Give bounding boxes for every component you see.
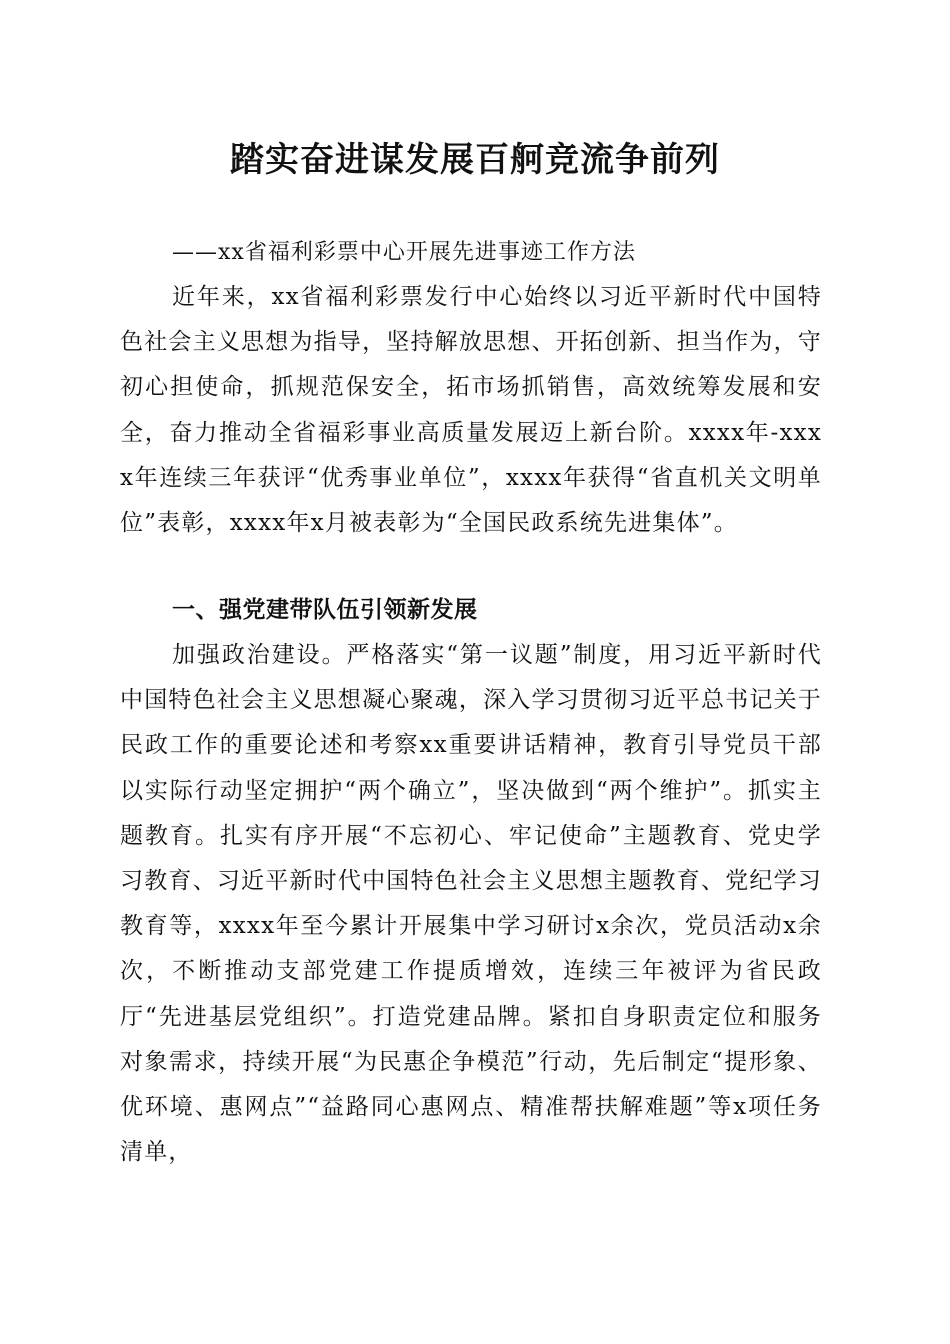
section-heading-1: 一、强党建带队伍引领新发展 (172, 597, 478, 623)
section-1-paragraph: 加强政治建设。严格落实“第一议题”制度，用习近平新时代中国特色社会主义思想凝心聚魂，深入学习贯彻习近平总书记关于民政工作的重要论述和考察xx重要讲话精神，教育引导党员干部以实际行动坚定拥护“两个确立”，坚决做到“两个维护”。抓实主题教育。扎实有序开展“不忘初心、牢记使命”主题教育、党史学习教育、习近平新时代中国特色社会主义思想主题教育、党纪学习教育等，xxxx年至今累计开展集中学习研讨x余次，党员活动x余次，不断推动支部党建工作提质增效，连续三年被评为省民政厅“先进基层党组织”。打造党建品牌。紧扣自身职责定位和服务对象需求，持续开展“为民惠企争模范”行动，先后制定“提形象、优环境、惠网点”“益路同心惠网点、精准帮扶解难题”等x项任务清单， (120, 642, 822, 1166)
document-subtitle: ——xx省福利彩票中心开展先进事迹工作方法 (172, 240, 636, 265)
intro-paragraph: 近年来，xx省福利彩票发行中心始终以习近平新时代中国特色社会主义思想为指导，坚持解放思想、开拓创新、担当作为，守初心担使命，抓规范保安全，拓市场抓销售，高效统筹发展和安全，奋力推动全省福彩事业高质量发展迈上新台阶。xxxx年-xxxx年连续三年获评“优秀事业单位”，xxxx年获得“省直机关文明单位”表彰，xxxx年x月被表彰为“全国民政系统先进集体”。 (120, 284, 822, 537)
document-title: 踏实奋进谋发展百舸竞流争前列 (230, 140, 720, 180)
